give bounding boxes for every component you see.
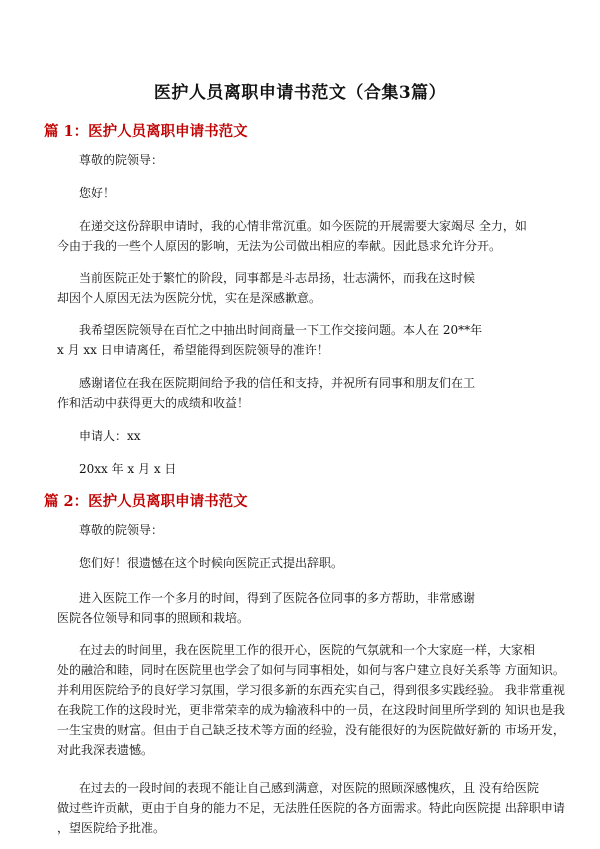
paragraph-line: 进入医院工作一个多月的时间，得到了医院各位同事的多方帮助，非常感谢: [79, 591, 476, 605]
paragraph-line: 我希望医院领导在百忙之中抽出时间商量一下工作交接问题。本人在 20**年: [79, 323, 483, 337]
paragraph-line: 却因个人原因无法为医院分忧，实在是深感歉意。: [57, 291, 322, 305]
s1-date: [57, 459, 579, 479]
s1-paragraph-4: [57, 373, 557, 413]
paragraph-line: 申请人：xx: [79, 429, 141, 443]
document-title: 医护人员离职申请书范文（合集3篇）: [153, 83, 447, 103]
paragraph-line: 在我院工作的这段时光，更非常荣幸的成为输液科中的一员，在这段时间里所学到的 知识也是我: [57, 703, 565, 717]
s2-greeting: [57, 553, 579, 573]
paragraph-line: 作和活动中获得更大的成绩和收益！: [57, 396, 250, 410]
paragraph-line: 感谢诸位在我在医院期间给予我的信任和支持，并祝所有同事和朋友们在工: [79, 376, 476, 390]
s2-paragraph-3: [57, 778, 565, 838]
paragraph-line: 医院各位领导和同事的照顾和栽培。: [57, 611, 250, 625]
s2-paragraph-1: [57, 588, 557, 628]
s1-signature: [57, 426, 579, 446]
section-1-heading: 篇 1：医护人员离职申请书范文: [44, 123, 248, 140]
paragraph-line: 处的融洽和睦，同时在医院里也学会了如何与同事相处，如何与客户建立良好关系等 方面知识。: [57, 663, 565, 677]
paragraph-line: 您好！: [79, 186, 116, 200]
s1-paragraph-3: [57, 320, 557, 360]
s1-salutation: [57, 150, 579, 170]
paragraph-line: 尊敬的院领导：: [79, 523, 164, 537]
paragraph-line: 20xx 年 x 月 x 日: [79, 462, 177, 476]
paragraph-line: 做过些许贡献，更由于自身的能力不足，无法胜任医院的各方面需求。特此向医院提 出辞职申请: [57, 801, 565, 815]
paragraph-line: 一生宝贵的财富。但由于自己缺乏技术等方面的经验，没有能很好的为医院做好新的 市场开发，: [57, 723, 565, 737]
paragraph-line: 并利用医院给予的良好学习氛围，学习很多新的东西充实自己，得到很多实践经验。 我非常重视: [57, 683, 565, 697]
paragraph-line: 尊敬的院领导：: [79, 153, 164, 167]
paragraph-line: 在递交这份辞职申请时，我的心情非常沉重。如今医院的开展需要大家竭尽 全力，如: [79, 219, 527, 233]
s1-paragraph-2: [57, 268, 557, 308]
s1-greeting: [57, 183, 579, 203]
paragraph-line: 当前医院正处于繁忙的阶段，同事都是斗志昂扬，壮志满怀，而我在这时候: [79, 271, 476, 285]
paragraph-line: 在过去的一段时间的表现不能让自己感到满意，对医院的照顾深感愧疚，且 没有给医院: [79, 781, 539, 795]
s2-paragraph-2: [57, 640, 565, 760]
section-2-heading: 篇 2：医护人员离职申请书范文: [44, 493, 248, 510]
paragraph-line: x 月 xx 日申请离任，希望能得到医院领导的准许！: [57, 343, 329, 357]
paragraph-line: 您们好！很遗憾在这个时候向医院正式提出辞职。: [79, 556, 344, 570]
s1-paragraph-1: [57, 216, 557, 256]
paragraph-line: 在过去的时间里，我在医院里工作的很开心，医院的气氛就和一个大家庭一样，大家相: [79, 643, 536, 657]
s2-salutation: [57, 520, 579, 540]
paragraph-line: ，望医院给予批准。: [57, 821, 166, 835]
paragraph-line: 对此我深表遗憾。: [57, 743, 154, 757]
paragraph-line: 今由于我的一些个人原因的影响，无法为公司做出相应的奉献。因此恳求允许分开。: [57, 239, 502, 253]
